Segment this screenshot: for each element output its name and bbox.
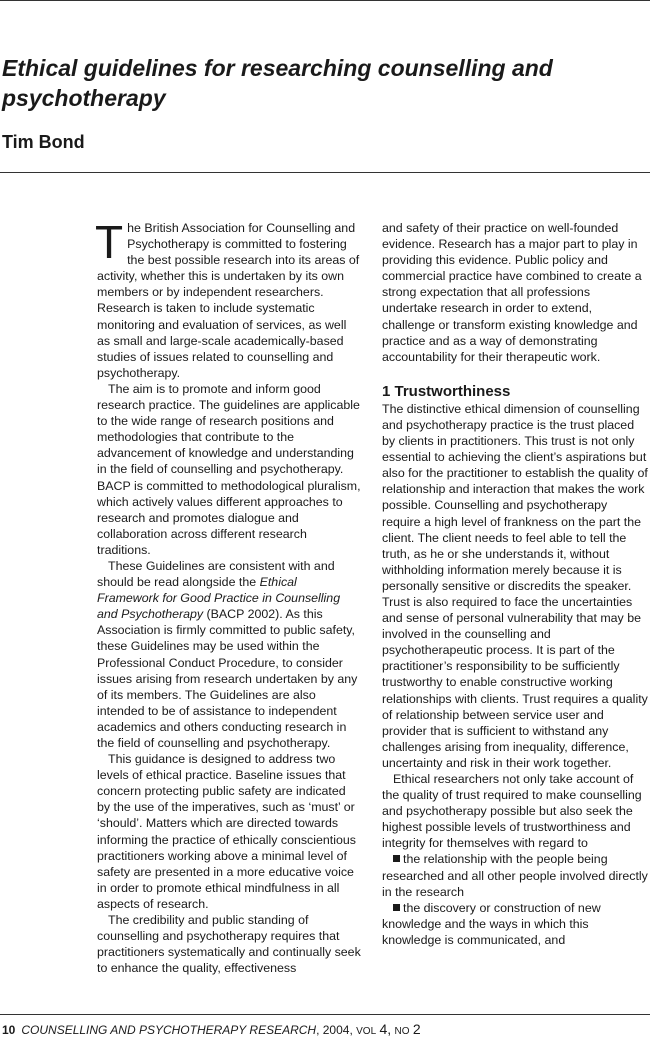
list-item xyxy=(382,900,648,948)
bullet-square-icon xyxy=(393,904,400,911)
intro-text: he British Association for Counselling and Psychotherapy is committed to fostering the best possible research into its areas of activity, whether this is undertaken by its own members or by independent researchers. Research is taken to include systematic monitoring and evaluation of services, as well as small and large-scale academically-based studies of issues related to counselling and psychotherapy. xyxy=(97,221,360,380)
journal-title: COUNSELLING AND PSYCHOTHERAPY RESEARCH xyxy=(21,1023,317,1037)
framework-title-italic: Ethical Framework for Good Practice in Counselling and Psychotherapy xyxy=(97,575,341,622)
left-column xyxy=(95,216,362,976)
list-item-text: the relationship with the people being researched and all other people involved directly in the research xyxy=(382,852,648,899)
volume-label: VOL xyxy=(356,1026,377,1037)
list-item-text: the discovery or construction of new knowledge and the ways in which this knowledge is communicated, and xyxy=(382,900,601,947)
framework-text-a: These Guidelines are consistent with and should be read alongside the xyxy=(97,558,335,590)
volume-number: 4, xyxy=(379,1021,392,1037)
page-footer xyxy=(2,1021,421,1040)
section-heading-trustworthiness: 1 Trustworthiness xyxy=(382,382,511,400)
article-author: Tim Bond xyxy=(2,132,85,152)
list-item xyxy=(382,851,648,899)
intro-paragraph xyxy=(95,216,362,381)
bullet-square-icon xyxy=(393,855,400,862)
paragraph-evidence: and safety of their practice on well-founded evidence. Research has a major part to play in providing this evidence. Public policy and commercial practice have combined to create a strong expectation that all professions undertake research in order to extend, challenge or transform existing knowledge and practice and as a way of demonstrating accountability for their therapeutic work. xyxy=(382,221,642,364)
footer-rule xyxy=(0,1014,650,1015)
page-number: 10 xyxy=(2,1023,16,1037)
paragraph-framework xyxy=(97,558,362,751)
paragraph-credibility: The credibility and public standing of counselling and psychotherapy requires that practitioners systematically and continually seek to enhance the quality, effectiveness xyxy=(97,913,361,976)
right-column xyxy=(382,220,648,948)
drop-cap: T xyxy=(95,216,124,268)
paragraph-levels: This guidance is designed to address two levels of ethical practice. Baseline issues that concern protecting public safety are indicated by the use of the imperatives, such as ‘must’ or ‘should’. Matters which are directed towards informing the practice of ethically conscientious practitioners working above a minimal level of safety are presented in a more educative voice in order to promote ethical mindfulness in all aspects of research. xyxy=(97,752,356,911)
issue-number: 2 xyxy=(412,1021,421,1037)
paragraph-aim: The aim is to promote and inform good research practice. The guidelines are applicable to the wide range of research positions and methodologies that contribute to the advancement of knowledge and understanding in the field of counselling and psychotherapy. BACP is committed to methodological pluralism, which actively values different approaches to research and promotes dialogue and collaboration across different research traditions. xyxy=(97,381,361,557)
article-title: Ethical guidelines for researching counselling and psychotherapy xyxy=(2,55,553,111)
journal-year: , 2004, xyxy=(316,1023,353,1037)
paragraph-ethical-researchers: Ethical researchers not only take account of the quality of trust required to make counselling and psychotherapy possible but also seek the highest possible levels of trustworthiness and integrity for themselves with regard to xyxy=(382,772,642,851)
top-rule xyxy=(0,0,650,1)
framework-text-b: (BACP 2002). As this Association is firmly committed to public safety, these Guidelines may be used within the Professional Conduct Procedure, to consider issues arising from research undertaken by any of its members. The Guidelines are also intended to be of assistance to independent academics and others conducting research in the field of counselling and psychotherapy. xyxy=(97,607,358,750)
paragraph-trust: The distinctive ethical dimension of counselling and psychotherapy practice is the trust placed by clients in practitioners. This trust is not only essential to achieving the client’s aspirations but also for the practitioner to establish the quality of relationship and interaction that makes the work possible. Counselling and psychotherapy require a high level of frankness on the part the client. The client needs to feel able to tell the truth, as he or she understands it, without withholding information merely because it is personally sensitive or discredits the speaker. Trust is also required to face the uncertainties and sense of personal vulnerability that may be involved in the counselling and psychotherapeutic process. It is part of the practitioner’s responsibility to be sufficiently trustworthy to enable constructive working relationships with clients. Trust requires a quality of relationship between service user and provider that is sufficient to withstand any challenges arising from inequality, difference, uncertainty and risk in their work together. xyxy=(382,401,648,770)
issue-label: NO xyxy=(394,1026,410,1037)
header-rule xyxy=(0,172,650,173)
